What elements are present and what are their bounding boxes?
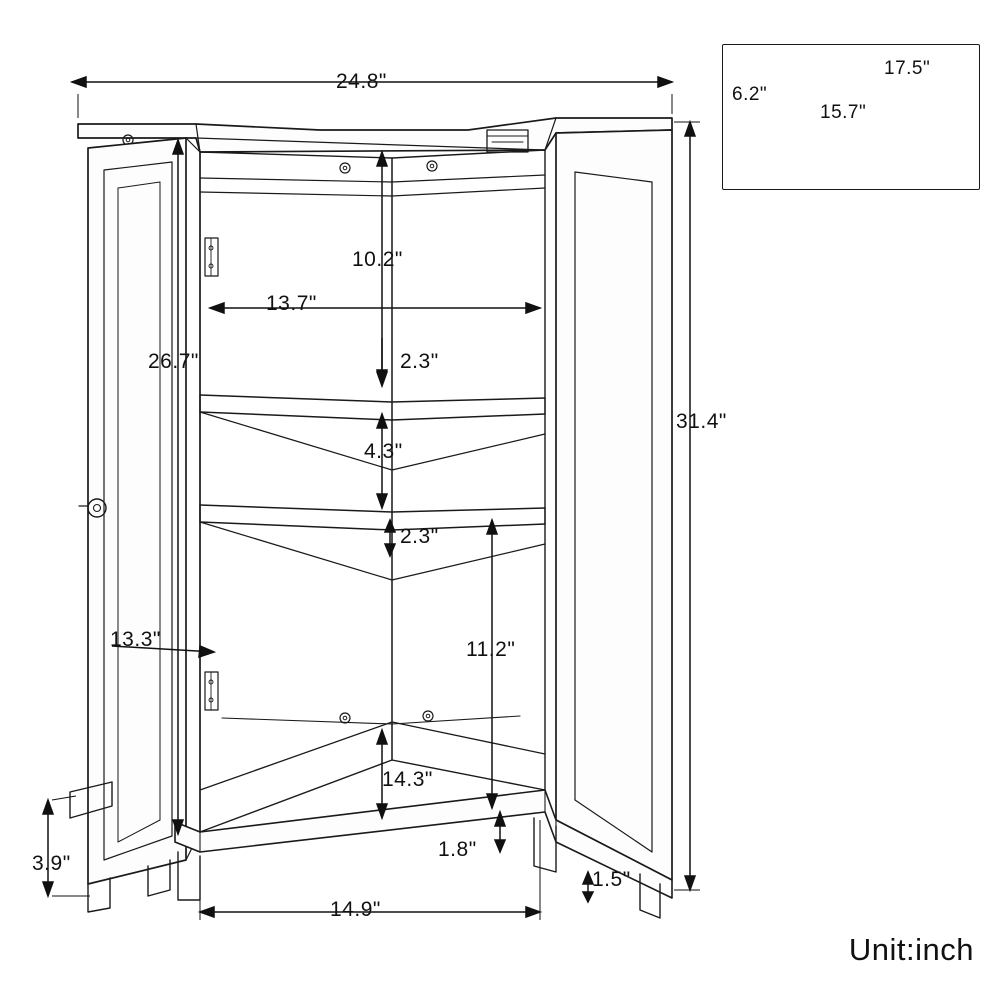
dim-lower-shelf-thickness: 2.3" [400, 525, 439, 548]
dim-interior-width: 13.7" [266, 292, 317, 315]
dim-foot-height: 1.5" [592, 868, 631, 891]
dim-upper-shelf-thickness: 2.3" [400, 350, 439, 373]
dim-overall-height: 31.4" [676, 410, 727, 433]
dim-base-trim-height: 1.8" [438, 838, 477, 861]
dim-top-interior-width: 15.7" [820, 102, 867, 123]
unit-note: Unit:inch [848, 932, 974, 967]
dim-door-height: 26.7" [148, 350, 199, 373]
dim-overall-width: 24.8" [336, 70, 387, 93]
dim-bottom-interior-depth: 14.3" [382, 768, 433, 791]
dim-lower-compartment-height: 11.2" [466, 638, 516, 661]
dim-base-front-width: 14.9" [330, 898, 381, 921]
dim-door-width: 13.3" [110, 628, 161, 651]
dim-top-compartment-height: 10.2" [352, 248, 403, 271]
dim-middle-compartment-height: 4.3" [364, 440, 403, 463]
dim-leg-height: 3.9" [32, 852, 71, 875]
dim-top-diagonal-right: 17.5" [884, 58, 931, 79]
dim-top-side-depth: 6.2" [732, 84, 768, 105]
